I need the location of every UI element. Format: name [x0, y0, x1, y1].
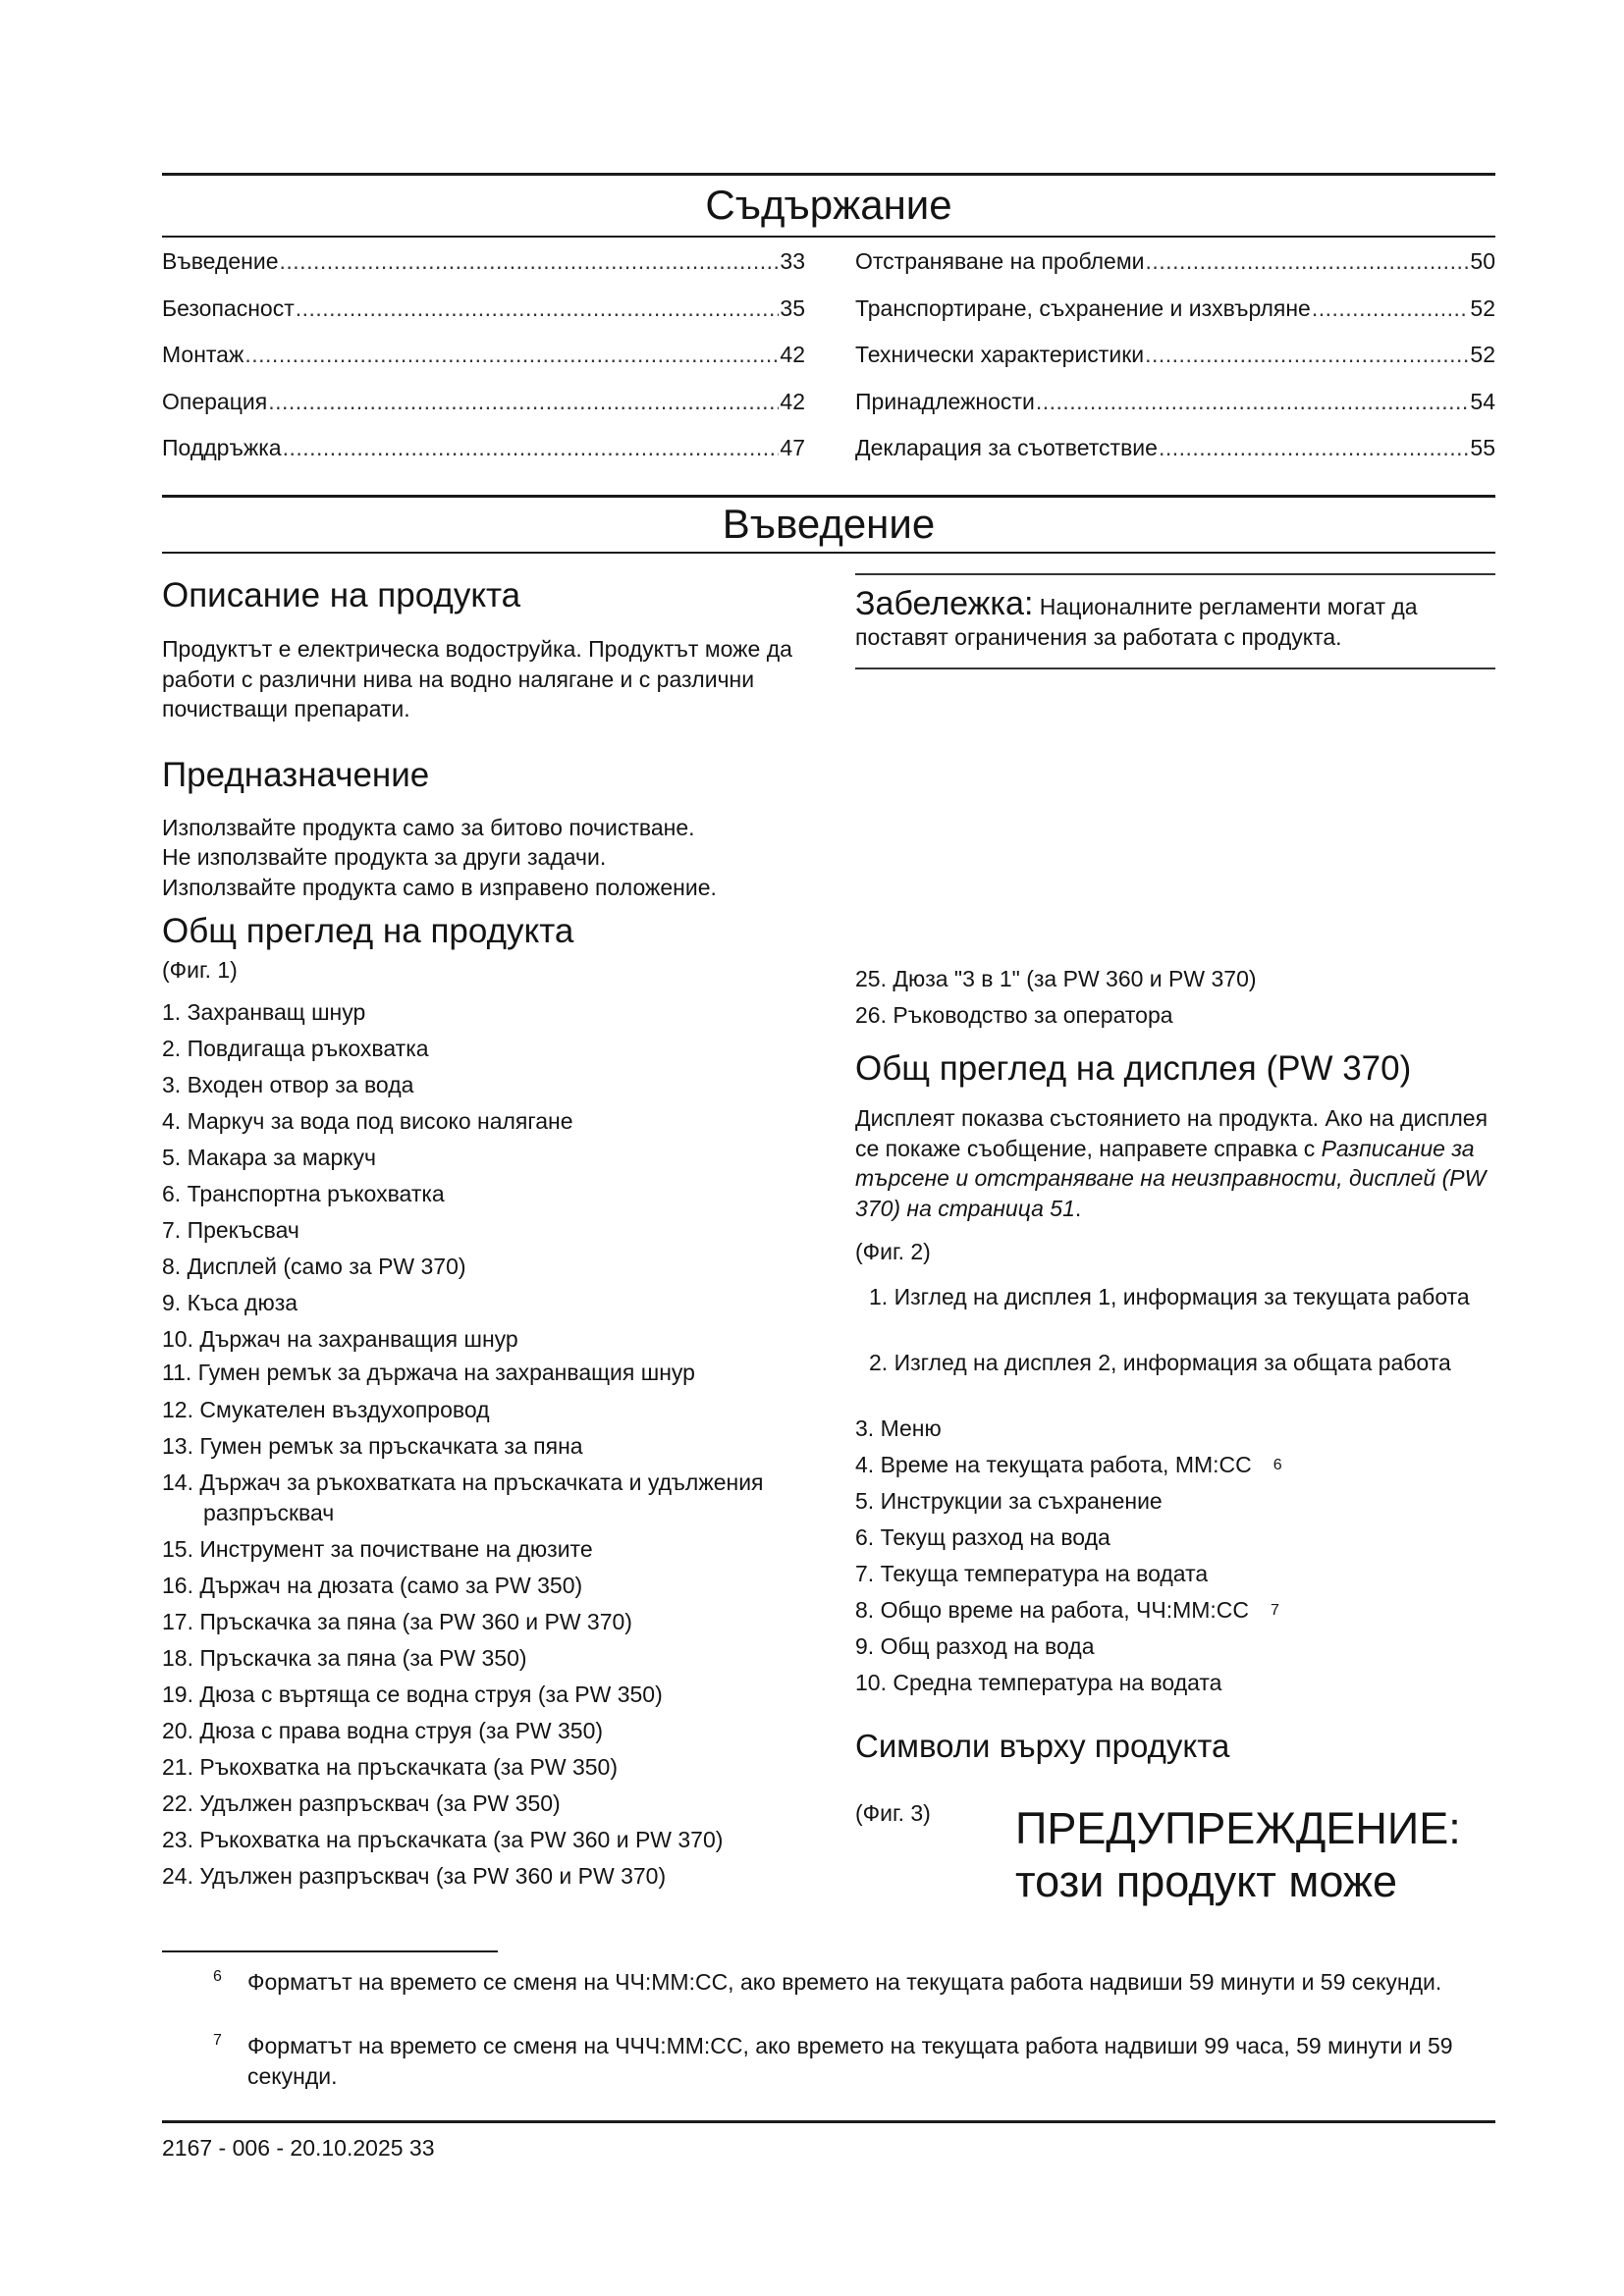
- overview-section: [162, 911, 830, 1897]
- toc-entry[interactable]: Транспортиране, съхранение и изхвърляне ..... 52: [855, 294, 1495, 342]
- overview-list: [162, 997, 830, 1897]
- list-item: 5. Макара за маркуч: [162, 1145, 377, 1170]
- footnote-text: Форматът на времето се сменя на ЧЧ:ММ:СС, ако времето на текущата работа надвиши 59 минути и 59 секунди.: [247, 1969, 1442, 1995]
- list-item: 10. Средна температура на водата: [855, 1670, 1222, 1695]
- toc-left-column: [162, 247, 805, 481]
- symbols-heading: Символи върху продукта: [855, 1728, 1230, 1764]
- toc-title-rule: [162, 236, 1495, 238]
- display-fig-ref: (Фиг. 2): [855, 1239, 931, 1264]
- note-text: Националните регламенти могат да поставят ограничения за работата с продукта.: [855, 594, 1418, 650]
- purpose-lines: [162, 813, 810, 903]
- list-item: 9. Къса дюза: [162, 1290, 298, 1315]
- list-item: 7. Текуща температура на водата: [855, 1561, 1209, 1586]
- list-item: 25. Дюза "3 в 1" (за PW 360 и PW 370): [855, 966, 1257, 991]
- display-crossref-link[interactable]: Разписание за търсене и отстраняване на неизправности, дисплей (PW 370) на страница 51: [855, 1135, 1487, 1221]
- list-item: 2. Изглед на дисплея 2, информация за общата работа: [869, 1350, 1451, 1375]
- list-item: 9. Общ разход на вода: [855, 1633, 1095, 1659]
- toc-entry[interactable]: Монтаж ..... 42: [162, 341, 805, 388]
- list-item: 4. Време на текущата работа, ММ:СС 6: [855, 1450, 1489, 1486]
- footnote-ref[interactable]: 7: [1271, 1602, 1279, 1619]
- note-box: [855, 573, 1495, 669]
- list-item: 11. Гумен ремък за държача на захранващия шнур: [162, 1360, 695, 1385]
- intro-left-column: [162, 575, 810, 902]
- toc-entry[interactable]: Декларация за съответствие ..... 55: [855, 434, 1495, 481]
- footnote-mark: 7: [213, 2032, 222, 2049]
- footer-rule: [162, 2120, 1495, 2123]
- overview-fig-ref: (Фиг. 1): [162, 957, 238, 983]
- list-item: 15. Инструмент за почистване на дюзите: [162, 1536, 593, 1562]
- list-item: 12. Смукателен въздухопровод: [162, 1397, 490, 1422]
- list-item: 10. Държач на захранващия шнур: [162, 1326, 518, 1352]
- footnote: [214, 2031, 1500, 2092]
- footnote-separator: [162, 1950, 498, 1952]
- overview-continued: [855, 964, 1503, 1037]
- list-item: 16. Държач на дюзата (само за PW 350): [162, 1573, 583, 1598]
- display-text: Дисплеят показва състоянието на продукта. Ако на дисплея се покаже съобщение, направете справка с Разписание за търсене и отстраняване на неизправности, дисплей (PW 370) на страница 51.: [855, 1105, 1489, 1221]
- intro-title: Въведение: [722, 501, 936, 547]
- overview-heading: Общ преглед на продукта: [162, 912, 574, 950]
- list-item: 1. Захранващ шнур: [162, 999, 366, 1025]
- toc-entry[interactable]: Принадлежности ..... 54: [855, 388, 1495, 435]
- list-item: 8. Дисплей (само за PW 370): [162, 1254, 466, 1279]
- toc-title: Съдържание: [705, 182, 952, 228]
- list-item: 3. Меню: [855, 1415, 942, 1441]
- list-item: 21. Ръкохватка на пръскачката (за PW 350): [162, 1754, 618, 1780]
- display-list: [855, 1282, 1489, 1704]
- toc-right-column: [855, 247, 1495, 481]
- display-section: [855, 1048, 1489, 1767]
- toc-entry[interactable]: Отстраняване на проблеми ..... 50: [855, 247, 1495, 294]
- purpose-line: Използвайте продукта само в изправено положение.: [162, 874, 717, 900]
- toc-entry[interactable]: Въведение ..... 33: [162, 247, 805, 294]
- list-item: 4. Маркуч за вода под високо налягане: [162, 1108, 573, 1134]
- intro-title-rule: [162, 552, 1495, 554]
- toc-entry[interactable]: Поддръжка ..... 47: [162, 434, 805, 481]
- display-heading: Общ преглед на дисплея (PW 370): [855, 1049, 1412, 1088]
- list-item: 19. Дюза с въртяща се водна струя (за PW 350): [162, 1682, 663, 1707]
- list-item: 13. Гумен ремък за пръскачката за пяна: [162, 1433, 583, 1459]
- list-item: 22. Удължен разпръсквач (за PW 350): [162, 1790, 561, 1816]
- list-item: 17. Пръскачка за пяна (за PW 360 и PW 370): [162, 1609, 632, 1634]
- list-item: 20. Дюза с права водна струя (за PW 350): [162, 1718, 604, 1743]
- list-item: 26. Ръководство за оператора: [855, 1002, 1173, 1028]
- intro-top-rule: [162, 495, 1495, 498]
- footnote-mark: 6: [213, 1968, 222, 1985]
- warning-line: този продукт може: [1015, 1856, 1397, 1906]
- footnote-ref[interactable]: 6: [1272, 1457, 1282, 1473]
- list-item: 18. Пръскачка за пяна (за PW 350): [162, 1645, 527, 1671]
- warning-text: [1015, 1802, 1461, 1908]
- list-item: 1. Изглед на дисплея 1, информация за текущата работа: [869, 1284, 1470, 1309]
- toc-entry[interactable]: Операция ..... 42: [162, 388, 805, 435]
- description-heading: Описание на продукта: [162, 576, 521, 614]
- toc-entry[interactable]: Безопасност ..... 35: [162, 294, 805, 342]
- list-item: 7. Прекъсвач: [162, 1217, 299, 1243]
- description-text: Продуктът е електрическа водоструйка. Продуктът може да работи с различни нива на водно налягане и с различни почистващи препарати.: [162, 636, 792, 721]
- purpose-line: Използвайте продукта само за битово почистване.: [162, 814, 695, 840]
- page-footer: 2167 - 006 - 20.10.2025 33: [162, 2135, 435, 2161]
- list-item: 8. Общо време на работа, ЧЧ:ММ:СС 7: [855, 1595, 1489, 1631]
- list-item: 6. Текущ разход на вода: [855, 1524, 1110, 1550]
- footnote: [214, 1967, 1500, 1998]
- purpose-heading: Предназначение: [162, 755, 430, 794]
- list-item: 6. Транспортна ръкохватка: [162, 1181, 445, 1206]
- toc-top-rule: [162, 173, 1495, 176]
- toc-entry[interactable]: Технически характеристики ..... 52: [855, 341, 1495, 388]
- list-item: 14. Държач за ръкохватката на пръскачката и удължения разпръсквач: [162, 1469, 764, 1525]
- note-content: [855, 585, 1495, 652]
- warning-line: ПРЕДУПРЕЖДЕНИЕ:: [1015, 1803, 1461, 1853]
- note-label: Забележка:: [855, 585, 1034, 622]
- list-item: 23. Ръкохватка на пръскачката (за PW 360 и PW 370): [162, 1827, 724, 1852]
- list-item: 3. Входен отвор за вода: [162, 1072, 414, 1097]
- purpose-line: Не използвайте продукта за други задачи.: [162, 844, 607, 870]
- list-item: 2. Повдигаща ръкохватка: [162, 1036, 429, 1061]
- list-item: 5. Инструкции за съхранение: [855, 1488, 1163, 1514]
- footnote-text: Форматът на времето се сменя на ЧЧЧ:ММ:СС, ако времето на текущата работа надвиши 99 часа, 59 минути и 59 секунди.: [247, 2033, 1453, 2089]
- symbols-fig-ref: (Фиг. 3): [855, 1800, 931, 1826]
- list-item: 24. Удължен разпръсквач (за PW 360 и PW 370): [162, 1863, 667, 1889]
